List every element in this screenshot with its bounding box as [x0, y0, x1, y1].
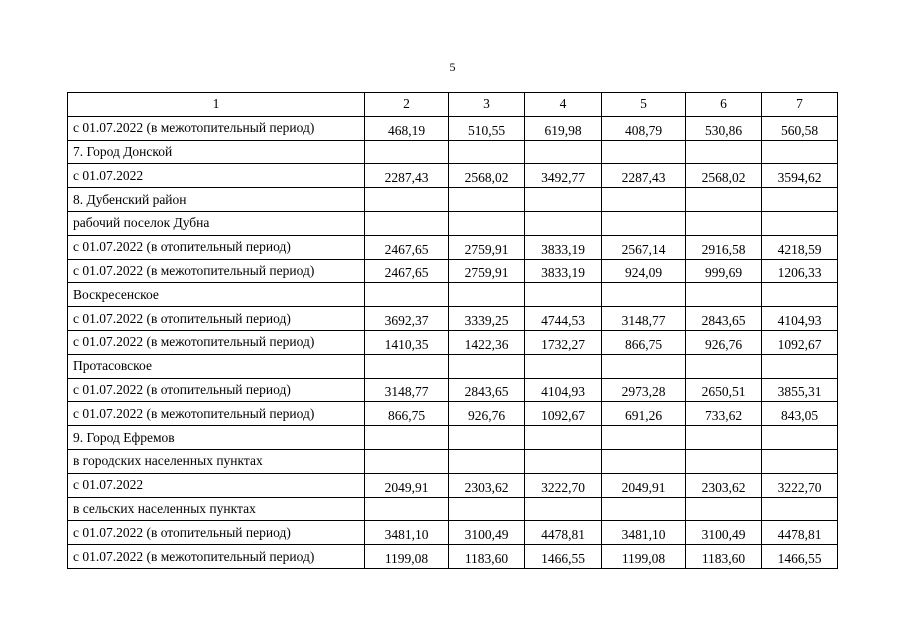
value-cell: 2916,58: [686, 235, 762, 259]
value-cell: 1092,67: [525, 402, 602, 426]
value-cell: 4218,59: [762, 235, 838, 259]
value-cell: [365, 283, 449, 307]
value-cell: 560,58: [762, 116, 838, 140]
value-cell: 2973,28: [602, 378, 686, 402]
value-cell: 3855,31: [762, 378, 838, 402]
value-cell: 2287,43: [365, 164, 449, 188]
value-cell: 3833,19: [525, 259, 602, 283]
value-cell: 4104,93: [525, 378, 602, 402]
value-cell: [525, 211, 602, 235]
value-cell: 4744,53: [525, 307, 602, 331]
row-label: в городских населенных пунктах: [68, 449, 365, 473]
value-cell: 619,98: [525, 116, 602, 140]
value-cell: 1183,60: [449, 545, 525, 569]
value-cell: [525, 283, 602, 307]
value-cell: [525, 449, 602, 473]
row-label: 9. Город Ефремов: [68, 426, 365, 450]
table-row: [68, 116, 838, 140]
table-row: [68, 140, 838, 164]
value-cell: [602, 188, 686, 212]
row-label: с 01.07.2022 (в отопительный период): [68, 378, 365, 402]
value-cell: [762, 140, 838, 164]
value-cell: 2049,91: [602, 473, 686, 497]
value-cell: [365, 211, 449, 235]
value-cell: 3100,49: [449, 521, 525, 545]
value-cell: [602, 140, 686, 164]
value-cell: 1422,36: [449, 330, 525, 354]
header-cell: 3: [449, 93, 525, 117]
row-label: с 01.07.2022 (в межотопительный период): [68, 116, 365, 140]
value-cell: 1410,35: [365, 330, 449, 354]
table-row: [68, 354, 838, 378]
value-cell: [365, 354, 449, 378]
value-cell: 2759,91: [449, 235, 525, 259]
tariff-table: [67, 92, 838, 569]
value-cell: [602, 211, 686, 235]
row-label: с 01.07.2022 (в межотопительный период): [68, 330, 365, 354]
header-cell: 6: [686, 93, 762, 117]
value-cell: [365, 449, 449, 473]
value-cell: 530,86: [686, 116, 762, 140]
value-cell: [525, 188, 602, 212]
value-cell: 2568,02: [686, 164, 762, 188]
table-row: [68, 449, 838, 473]
value-cell: [686, 211, 762, 235]
value-cell: 2303,62: [686, 473, 762, 497]
value-cell: 3222,70: [762, 473, 838, 497]
header-cell: 2: [365, 93, 449, 117]
value-cell: 843,05: [762, 402, 838, 426]
value-cell: 1206,33: [762, 259, 838, 283]
value-cell: 4104,93: [762, 307, 838, 331]
value-cell: 3833,19: [525, 235, 602, 259]
value-cell: 866,75: [365, 402, 449, 426]
value-cell: 4478,81: [762, 521, 838, 545]
table-row: [68, 378, 838, 402]
value-cell: 926,76: [686, 330, 762, 354]
value-cell: [762, 449, 838, 473]
value-cell: 2467,65: [365, 259, 449, 283]
value-cell: 1466,55: [525, 545, 602, 569]
value-cell: [762, 426, 838, 450]
value-cell: 408,79: [602, 116, 686, 140]
table-row: [68, 307, 838, 331]
value-cell: [602, 449, 686, 473]
value-cell: [449, 283, 525, 307]
value-cell: 2049,91: [365, 473, 449, 497]
value-cell: [686, 188, 762, 212]
value-cell: 2287,43: [602, 164, 686, 188]
value-cell: 733,62: [686, 402, 762, 426]
value-cell: [686, 283, 762, 307]
value-cell: 2759,91: [449, 259, 525, 283]
header-cell: 7: [762, 93, 838, 117]
value-cell: 1199,08: [602, 545, 686, 569]
value-cell: 3339,25: [449, 307, 525, 331]
value-cell: 3148,77: [365, 378, 449, 402]
row-label: с 01.07.2022 (в отопительный период): [68, 235, 365, 259]
value-cell: [762, 283, 838, 307]
value-cell: 2650,51: [686, 378, 762, 402]
value-cell: [602, 497, 686, 521]
value-cell: 4478,81: [525, 521, 602, 545]
table-row: [68, 188, 838, 212]
value-cell: 1183,60: [686, 545, 762, 569]
value-cell: 1732,27: [525, 330, 602, 354]
row-label: 7. Город Донской: [68, 140, 365, 164]
value-cell: 3692,37: [365, 307, 449, 331]
value-cell: [686, 497, 762, 521]
row-label: с 01.07.2022 (в отопительный период): [68, 521, 365, 545]
value-cell: 2303,62: [449, 473, 525, 497]
value-cell: 3481,10: [365, 521, 449, 545]
value-cell: [762, 497, 838, 521]
value-cell: 3481,10: [602, 521, 686, 545]
value-cell: 3100,49: [686, 521, 762, 545]
value-cell: 2467,65: [365, 235, 449, 259]
value-cell: 2843,65: [686, 307, 762, 331]
table-row: [68, 164, 838, 188]
row-label: с 01.07.2022: [68, 473, 365, 497]
value-cell: [686, 140, 762, 164]
value-cell: [365, 497, 449, 521]
value-cell: [365, 188, 449, 212]
row-label: с 01.07.2022 (в межотопительный период): [68, 545, 365, 569]
value-cell: [365, 140, 449, 164]
value-cell: [762, 188, 838, 212]
row-label: рабочий поселок Дубна: [68, 211, 365, 235]
value-cell: 2568,02: [449, 164, 525, 188]
value-cell: [525, 354, 602, 378]
value-cell: 3148,77: [602, 307, 686, 331]
value-cell: [602, 283, 686, 307]
table-header-row: [68, 93, 838, 117]
value-cell: [602, 354, 686, 378]
value-cell: [525, 140, 602, 164]
value-cell: [449, 354, 525, 378]
value-cell: [686, 354, 762, 378]
table-row: [68, 426, 838, 450]
value-cell: [762, 354, 838, 378]
value-cell: [686, 426, 762, 450]
table-row: [68, 235, 838, 259]
value-cell: 924,09: [602, 259, 686, 283]
value-cell: [686, 449, 762, 473]
table-row: [68, 545, 838, 569]
row-label: с 01.07.2022 (в межотопительный период): [68, 259, 365, 283]
value-cell: [449, 188, 525, 212]
value-cell: [449, 426, 525, 450]
row-label: Воскресенское: [68, 283, 365, 307]
value-cell: [602, 426, 686, 450]
value-cell: [449, 211, 525, 235]
row-label: Протасовское: [68, 354, 365, 378]
table-row: [68, 211, 838, 235]
value-cell: 3594,62: [762, 164, 838, 188]
row-label: 8. Дубенский район: [68, 188, 365, 212]
value-cell: 1466,55: [762, 545, 838, 569]
page-number: 5: [449, 60, 456, 74]
row-label: с 01.07.2022 (в отопительный период): [68, 307, 365, 331]
value-cell: 926,76: [449, 402, 525, 426]
value-cell: 999,69: [686, 259, 762, 283]
value-cell: 691,26: [602, 402, 686, 426]
value-cell: 510,55: [449, 116, 525, 140]
table-row: [68, 259, 838, 283]
table-row: [68, 283, 838, 307]
row-label: в сельских населенных пунктах: [68, 497, 365, 521]
table-row: [68, 473, 838, 497]
value-cell: [449, 497, 525, 521]
value-cell: [762, 211, 838, 235]
value-cell: [525, 497, 602, 521]
table-row: [68, 330, 838, 354]
value-cell: [365, 426, 449, 450]
value-cell: 2567,14: [602, 235, 686, 259]
value-cell: 3222,70: [525, 473, 602, 497]
value-cell: 1092,67: [762, 330, 838, 354]
value-cell: 1199,08: [365, 545, 449, 569]
value-cell: [449, 449, 525, 473]
value-cell: 3492,77: [525, 164, 602, 188]
table-row: [68, 402, 838, 426]
value-cell: 2843,65: [449, 378, 525, 402]
value-cell: [449, 140, 525, 164]
row-label: с 01.07.2022: [68, 164, 365, 188]
header-cell: 5: [602, 93, 686, 117]
value-cell: 468,19: [365, 116, 449, 140]
header-cell: 1: [68, 93, 365, 117]
value-cell: [525, 426, 602, 450]
table-row: [68, 497, 838, 521]
header-cell: 4: [525, 93, 602, 117]
row-label: с 01.07.2022 (в межотопительный период): [68, 402, 365, 426]
table-row: [68, 521, 838, 545]
value-cell: 866,75: [602, 330, 686, 354]
table-body: [68, 93, 838, 569]
